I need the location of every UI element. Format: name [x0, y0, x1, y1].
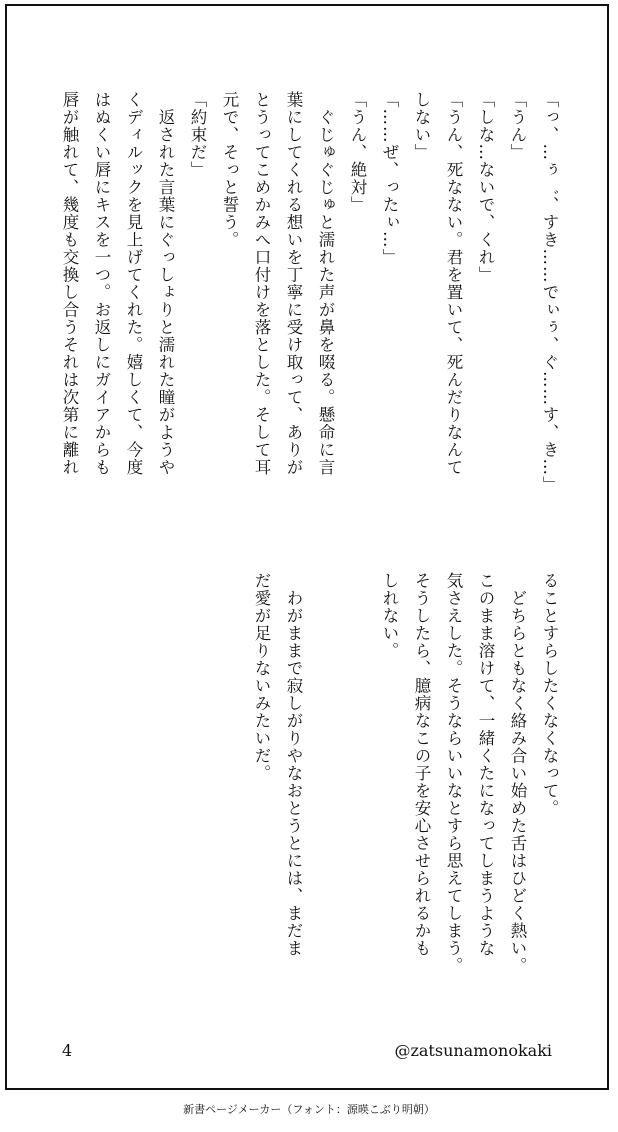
author-handle: @zatsunamonokaki	[394, 1041, 552, 1060]
book-page	[5, 4, 609, 1090]
generator-credit: 新書ページメーカー（フォント：源暎こぶり明朝）	[183, 1103, 435, 1116]
page-number: 4	[62, 1041, 73, 1060]
story-text-upper: 「っ、…ぅ゛、すき……でぃぅ、ぐ……す、き…」 「うん」 「しな…ないで、くれ」 「うん、死なない。君を置いて、死んだりなんて しない」 「……ぜ、ったぃ…」 「うん、絶対」 ぐじゅぐじゅと濡れた声が鼻を啜る。懸命に言 葉にしてくれる想いを丁寧に受け取って、ありが とうってこめかみへ口付けを落とした。そして耳 元で、そっと誓う。 「約束だ」 返された言葉にぐっしょりと濡れた瞳がようや くディルックを見上げてくれた。嬉しくて、今度 はぬくい唇にキスを一つ。お返しにガイアからも 唇が触れて、幾度も交換し合うそれは次第に離れ	[60, 91, 559, 494]
story-text-lower: ることすらしたくなくなって。 どちらともなく絡み合い始めた舌はひどく熱い。 このまま溶けて、一緒くたになってしまうような 気さえした。そうならいいなとすら思えてしまう。 そうしたら、臆病なこの子を安心させられるかも しれない。 わがままで寂しがりやなおとうとには、まだま だ愛が足りないみたいだ。	[252, 572, 559, 975]
